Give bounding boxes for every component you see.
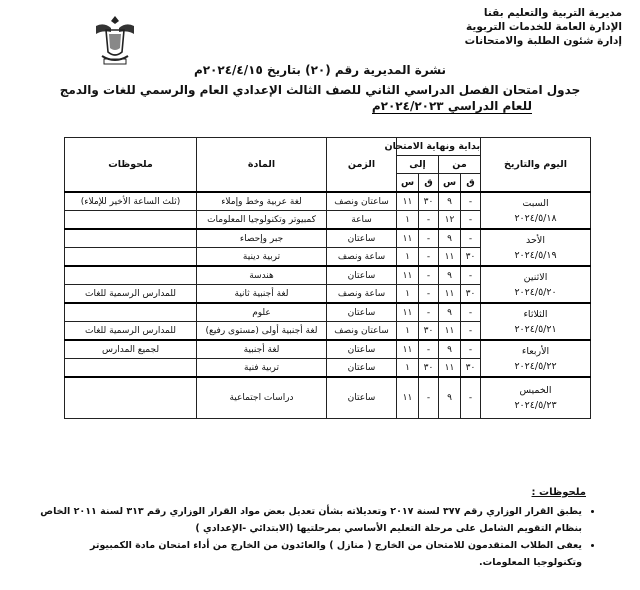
from-minute: - (461, 211, 481, 230)
col-notes: ملحوظات (65, 138, 197, 193)
from-minute: - (461, 266, 481, 285)
note (65, 248, 197, 267)
to-hour: ١ (397, 359, 419, 378)
from-hour: ١١ (439, 285, 461, 304)
to-minute: ٣٠ (419, 359, 439, 378)
from-hour: ٩ (439, 377, 461, 419)
header-line-2: الإدارة العامة للخدمات التربوية (466, 21, 622, 33)
duration: ساعتان (327, 359, 397, 378)
from-minute: ٣٠ (461, 359, 481, 378)
table-row (65, 377, 591, 419)
from-hour: ١١ (439, 248, 461, 267)
note (65, 303, 197, 322)
from-minute: - (461, 192, 481, 211)
table-row (65, 340, 591, 359)
day-date: ٢٠٢٤/٥/٢٢ (514, 360, 557, 372)
day-name: الخميس (519, 385, 552, 396)
day-name: الأربعاء (521, 345, 550, 357)
duration: ساعة ونصف (327, 248, 397, 267)
day-name: الاثنين (523, 271, 548, 283)
table-row (65, 192, 591, 211)
from-hour: ١١ (439, 322, 461, 341)
subject: لغة أجنبية أولى (مستوى رفيع) (197, 322, 327, 341)
col-to-hour: س (397, 174, 419, 193)
to-hour: ١ (397, 285, 419, 304)
to-minute: ٣٠ (419, 192, 439, 211)
table-row (65, 266, 591, 285)
to-hour: ١١ (397, 340, 419, 359)
to-minute: - (419, 229, 439, 248)
day-cell (481, 229, 591, 266)
duration: ساعة (327, 211, 397, 230)
day-date: ٢٠٢٤/٥/١٨ (514, 212, 557, 224)
day-name: السبت (522, 197, 549, 209)
eagle-emblem-icon (92, 12, 138, 68)
notes-heading: ملحوظات : (531, 487, 586, 498)
col-exam-span: بداية ونهاية الامتحان (397, 138, 481, 156)
from-hour: ٩ (439, 192, 461, 211)
day-date: ٢٠٢٤/٥/٢٠ (514, 286, 557, 298)
day-date: ٢٠٢٤/٥/١٩ (514, 249, 557, 261)
duration: ساعتان (327, 377, 397, 419)
bulletin-line: نشرة المديرية رقم (٢٠) بتاريخ ٢٠٢٤/٤/١٥م (193, 63, 447, 77)
duration: ساعتان (327, 229, 397, 248)
day-cell (481, 266, 591, 303)
to-minute: - (419, 340, 439, 359)
schedule-title: جدول امتحان الفصل الدراسي الثاني للصف الثالث الإعدادي العام والرسمي للغات والدمج (59, 83, 581, 97)
duration: ساعتان ونصف (327, 322, 397, 341)
duration: ساعة ونصف (327, 285, 397, 304)
subject: لغة عربية وخط وإملاء (197, 192, 327, 211)
to-minute: - (419, 303, 439, 322)
day-date: ٢٠٢٤/٥/٢٣ (514, 400, 557, 411)
note: للمدارس الرسمية للغات (65, 285, 197, 304)
exam-schedule-table (64, 137, 591, 419)
to-hour: ١١ (397, 192, 419, 211)
to-hour: ١١ (397, 266, 419, 285)
note: (ثلث الساعة الأخير للإملاء) (65, 192, 197, 211)
from-minute: - (461, 322, 481, 341)
note (65, 211, 197, 230)
col-day-date: اليوم والتاريخ (481, 138, 591, 193)
from-hour: ١٢ (439, 211, 461, 230)
day-cell (481, 377, 591, 419)
subject: دراسات اجتماعية (197, 377, 327, 419)
col-to: إلى (397, 156, 439, 174)
header-line-3: إدارة شئون الطلبة والامتحانات (464, 35, 622, 47)
to-minute: - (419, 266, 439, 285)
notes-section (40, 484, 596, 571)
to-minute: - (419, 248, 439, 267)
subject: علوم (197, 303, 327, 322)
from-minute: - (461, 303, 481, 322)
to-minute: - (419, 211, 439, 230)
to-hour: ١ (397, 322, 419, 341)
directorate-header (392, 6, 622, 48)
col-subject: المادة (197, 138, 327, 193)
col-from-hour: س (439, 174, 461, 193)
subject: تربية فنية (197, 359, 327, 378)
from-hour: ٩ (439, 266, 461, 285)
day-cell (481, 340, 591, 377)
col-duration: الزمن (327, 138, 397, 193)
col-to-minute: ق (419, 174, 439, 193)
day-name: الأحد (526, 234, 545, 246)
to-minute: ٣٠ (419, 322, 439, 341)
note (65, 359, 197, 378)
day-cell (481, 192, 591, 229)
to-hour: ١١ (397, 377, 419, 419)
col-from-minute: ق (461, 174, 481, 193)
note: لجميع المدارس (65, 340, 197, 359)
academic-year: للعام الدراسي ٢٠٢٤/٢٠٢٣م (371, 99, 532, 113)
table-row (65, 229, 591, 248)
note-item: • يطبق القرار الوزاري رقم ٣٧٧ لسنة ٢٠١٧ وتعديلاته بشأن تعديل بعض مواد القرار الوزاري رقم ٣١٣ لسنة ٢٠١١ الخاص بنظام التقويم الشامل على مرحلة التعليم الأساسي بمرحلتيها (الابتدائي -الإعدادي ) (40, 503, 582, 537)
note (65, 266, 197, 285)
from-minute: ٣٠ (461, 248, 481, 267)
header-line-1: مديرية التربية والتعليم بقنا (483, 7, 622, 19)
to-minute: - (419, 285, 439, 304)
from-minute: - (461, 229, 481, 248)
from-hour: ٩ (439, 340, 461, 359)
subject: هندسة (197, 266, 327, 285)
table-row (65, 303, 591, 322)
from-minute: - (461, 377, 481, 419)
from-hour: ٩ (439, 229, 461, 248)
subject: لغة أجنبية (197, 340, 327, 359)
note (65, 377, 197, 419)
from-hour: ٩ (439, 303, 461, 322)
subject: كمبيوتر وتكنولوجيا المعلومات (197, 211, 327, 230)
to-minute: - (419, 377, 439, 419)
day-cell (481, 303, 591, 340)
duration: ساعتان (327, 303, 397, 322)
duration: ساعتان (327, 340, 397, 359)
from-minute: - (461, 340, 481, 359)
to-hour: ١ (397, 211, 419, 230)
note (65, 229, 197, 248)
subject: لغة أجنبية ثانية (197, 285, 327, 304)
note: للمدارس الرسمية للغات (65, 322, 197, 341)
subject: تربية دينية (197, 248, 327, 267)
day-name: الثلاثاء (523, 308, 548, 320)
col-from: من (439, 156, 481, 174)
to-hour: ١١ (397, 229, 419, 248)
to-hour: ١١ (397, 303, 419, 322)
from-hour: ١١ (439, 359, 461, 378)
note-item: • يعفى الطلاب المتقدمون للامتحان من الخارج ( منازل ) والعائدون من الخارج من أداء امتحان مادة الكمبيوتر وتكنولوجيا المعلومات. (40, 537, 582, 571)
duration: ساعتان ونصف (327, 192, 397, 211)
subject: جبر وإحصاء (197, 229, 327, 248)
to-hour: ١ (397, 248, 419, 267)
from-minute: ٣٠ (461, 285, 481, 304)
day-date: ٢٠٢٤/٥/٢١ (514, 323, 557, 335)
duration: ساعتان (327, 266, 397, 285)
